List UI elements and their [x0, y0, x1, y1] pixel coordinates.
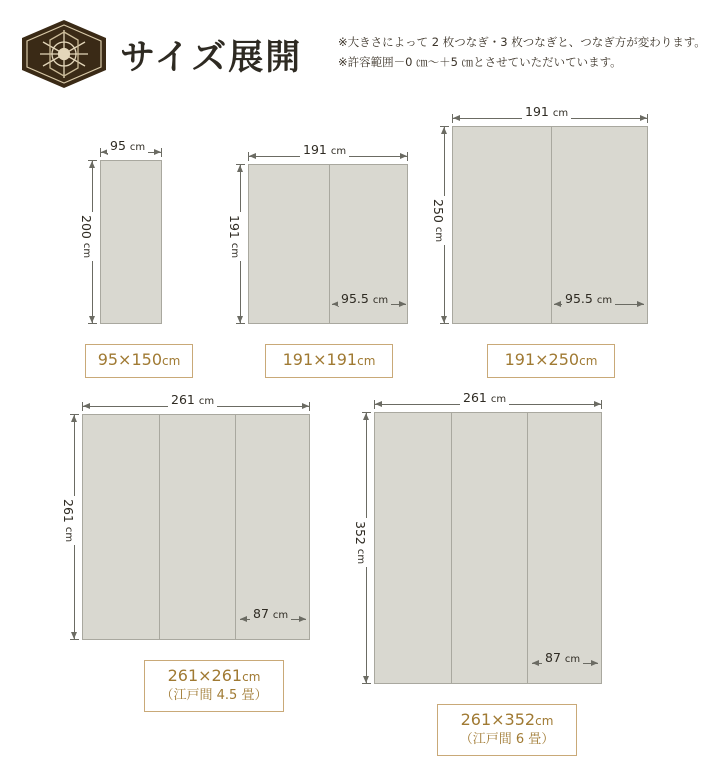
dim-tick: [362, 683, 371, 684]
dim-label-height-261: 261 cm: [61, 496, 76, 545]
dim-label-width-261: 261 cm: [168, 392, 217, 407]
mat-panel-261x352: [374, 412, 602, 684]
caption-261x352: 261×352cm （江戸間 6 畳）: [437, 704, 577, 756]
note-line-1: ※大きさによって 2 枚つなぎ・3 枚つなぎと、つなぎ方が変わります。: [338, 35, 706, 49]
dim-label-width-261b: 261 cm: [460, 390, 509, 405]
caption-191x191: 191×191cm: [265, 344, 393, 378]
dim-label-height-191: 191 cm: [227, 212, 242, 261]
dim-label-width-191b: 191 cm: [522, 104, 571, 119]
dim-arrow: [591, 660, 598, 666]
caption-191x250: 191×250cm: [487, 344, 615, 378]
dim-label-width-95: 95 cm: [107, 138, 148, 153]
dim-arrow: [532, 660, 539, 666]
dim-tick: [601, 400, 602, 409]
dim-label-height-352: 352 cm: [353, 518, 368, 567]
page-title: サイズ展開: [120, 38, 303, 78]
mat-seam: [451, 413, 452, 683]
dim-label-width-191: 191 cm: [300, 142, 349, 157]
dim-label-inner-87b: 87 cm: [542, 650, 583, 665]
caption-95x150: 95×150cm: [85, 344, 193, 378]
dim-label-inner-95-5b: 95.5 cm: [562, 291, 615, 306]
dim-label-inner-87: 87 cm: [250, 606, 291, 621]
note-line-2: ※許容範囲－0 ㎝～＋5 ㎝とさせていただいています。: [338, 55, 622, 69]
dim-label-inner-95-5: 95.5 cm: [338, 291, 391, 306]
dim-label-height-200: 200 cm: [79, 212, 94, 261]
caption-261x261: 261×261cm （江戸間 4.5 畳）: [144, 660, 284, 712]
dim-arrow: [375, 401, 382, 407]
dim-arrow: [363, 676, 369, 683]
mat-seam: [527, 413, 528, 683]
dim-arrow: [363, 413, 369, 420]
dim-arrow: [594, 401, 601, 407]
dim-label-height-250: 250 cm: [431, 196, 446, 245]
